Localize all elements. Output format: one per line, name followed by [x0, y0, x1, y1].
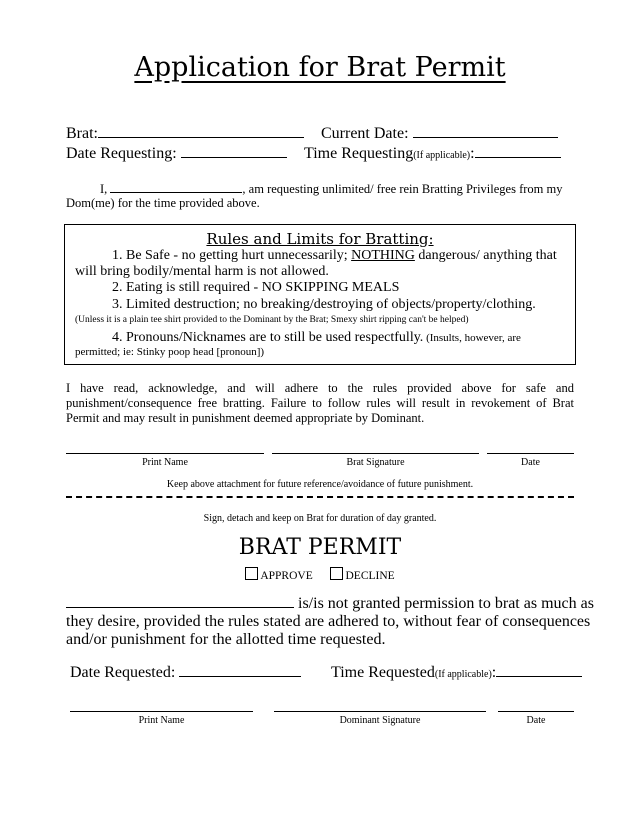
current-date-line[interactable] [413, 137, 558, 138]
page-title: Application for Brat Permit [134, 52, 506, 83]
time-requested-line[interactable] [496, 676, 582, 677]
date-line-2[interactable] [498, 711, 574, 712]
dominant-signature-line[interactable] [274, 711, 486, 712]
print-name-line-1[interactable] [66, 453, 264, 454]
rule-4-text: 4. Pronouns/Nicknames are to still be used respectfully. [112, 330, 424, 345]
print-name-label-2: Print Name [138, 715, 185, 726]
grant-line-1 [66, 595, 594, 613]
time-requesting-line[interactable] [475, 157, 561, 158]
dominant-signature-label: Dominant Signature [339, 715, 421, 726]
rule-1-nothing: NOTHING [351, 248, 415, 263]
statement-line2: Dom(me) for the time provided above. [66, 196, 260, 210]
approve-label: APPROVE [260, 570, 313, 582]
rule-1 [112, 248, 557, 264]
time-requested-label: Time Requested [331, 664, 435, 681]
date-requesting-field [66, 145, 287, 163]
date-label-1: Date [521, 457, 540, 468]
rule-1-text-end: dangerous/ anything that [414, 248, 557, 263]
grant-name-line[interactable] [66, 607, 294, 608]
detach-note: Sign, detach and keep on Brat for duration of day granted. [203, 513, 437, 524]
date-requested-field [70, 664, 301, 682]
statement-i: I, [100, 182, 108, 196]
date-requesting-label: Date Requesting: [66, 145, 177, 162]
grant-text-1: is/is not granted permission to brat as much as [298, 595, 594, 612]
grant-line-3: and/or punishment for the allotted time requested. [66, 631, 386, 648]
statement-line1 [100, 182, 562, 197]
date-line-1[interactable] [487, 453, 574, 454]
brat-label: Brat: [66, 125, 98, 142]
detach-divider [66, 496, 574, 498]
rule-1-text: 1. Be Safe - no getting hurt unnecessarily; [112, 248, 352, 263]
print-name-label-1: Print Name [142, 457, 188, 468]
statement-rest: , am requesting unlimited/ free rein Bratting Privileges from my [242, 182, 563, 196]
acknowledgement [66, 381, 574, 426]
time-requested-colon: : [491, 664, 497, 681]
brat-field [66, 125, 304, 143]
time-colon: : [470, 145, 475, 162]
rules-title: Rules and Limits for Bratting: [206, 230, 434, 248]
rule-4-line2: permitted; ie: Stinky poop head [pronoun]) [75, 346, 265, 358]
approve-checkbox[interactable] [245, 567, 258, 580]
date-requesting-line[interactable] [181, 157, 287, 158]
brat-signature-label: Brat Signature [346, 457, 405, 468]
permit-title: BRAT PERMIT [238, 535, 402, 560]
time-if-applicable: (If applicable) [413, 150, 471, 161]
time-requesting-label: Time Requesting [304, 145, 414, 162]
brat-line[interactable] [98, 137, 304, 138]
time-requested-field [331, 664, 582, 682]
keep-note: Keep above attachment for future reference/avoidance of future punishment. [166, 479, 474, 490]
approve-decline-row [0, 567, 640, 582]
time-requested-if-applicable: (If applicable) [434, 669, 492, 680]
ack-line-3: Permit and may result in punishment deemed appropriate by Dominant. [66, 411, 425, 425]
current-date-field [321, 125, 558, 143]
date-label-2: Date [526, 715, 546, 726]
print-name-line-2[interactable] [70, 711, 253, 712]
rule-1-line2: will bring bodily/mental harm is not allowed. [75, 264, 329, 279]
rule-4-note: (Insults, however, are [423, 332, 521, 344]
statement-name-line[interactable] [110, 192, 242, 193]
rule-2: 2. Eating is still required - NO SKIPPING MEALS [112, 280, 400, 295]
rule-3: 3. Limited destruction; no breaking/destroying of objects/property/clothing. [112, 297, 536, 312]
decline-checkbox[interactable] [330, 567, 343, 580]
decline-label: DECLINE [345, 570, 395, 582]
brat-signature-line[interactable] [272, 453, 479, 454]
date-requested-label: Date Requested: [70, 664, 176, 681]
date-requested-line[interactable] [179, 676, 301, 677]
ack-line-2: punishment/consequence free bratting. Failure to follow rules will result in revokement of Brat [66, 396, 574, 410]
rule-4 [112, 330, 521, 346]
grant-line-2: they desire, provided the rules stated are adhered to, without fear of consequences [66, 613, 591, 630]
ack-line-1: I have read, acknowledge, and will adhere to the rules provided above for safe and [66, 381, 574, 395]
time-requesting-field [304, 145, 561, 163]
rule-3-note: (Unless it is a plain tee shirt provided to the Dominant by the Brat; Smexy shirt ripping can't be helped) [75, 315, 469, 325]
current-date-label: Current Date: [321, 125, 409, 142]
